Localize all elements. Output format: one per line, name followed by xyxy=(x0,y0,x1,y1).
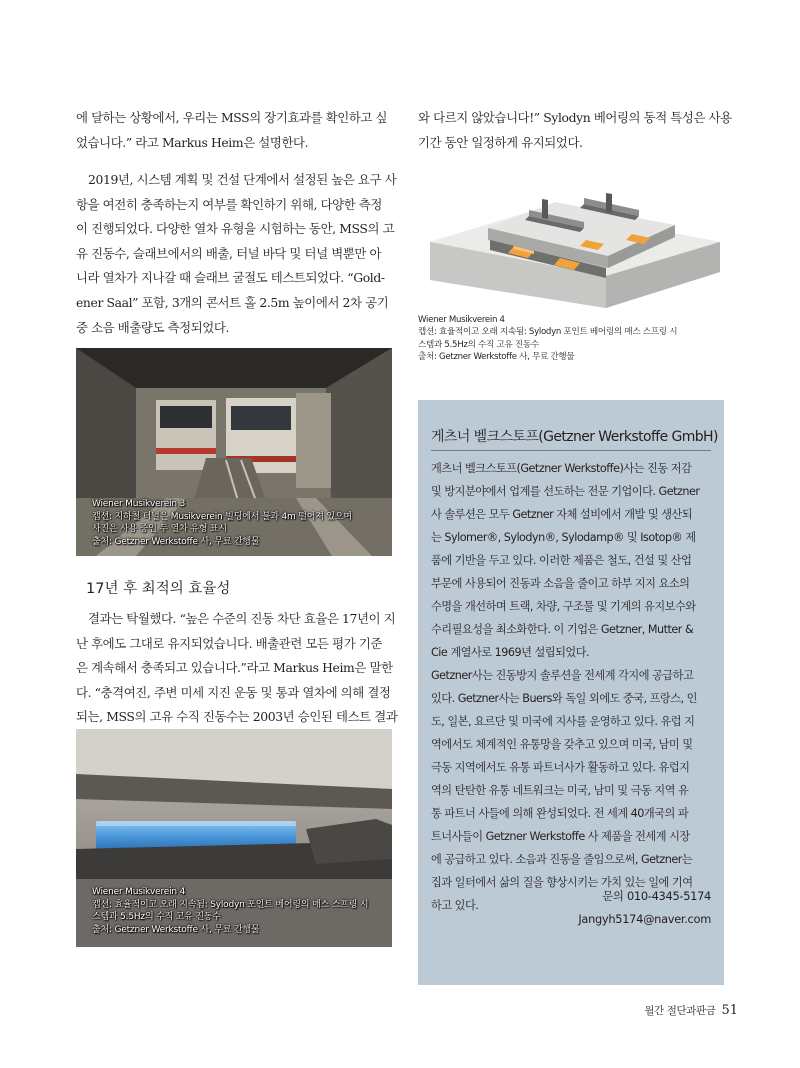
caption-line: 캡션: 효율적이고 오래 지속됨: Sylodyn 포인트 베어링의 매스 스프링 시 xyxy=(92,899,369,910)
left-paragraph-1 xyxy=(76,106,392,155)
text-line: 유 진동수, 슬래브에서의 배출, 터널 바닥 및 터널 벽뿐만 아 xyxy=(76,245,382,261)
text-line: 트너사들이 Getzner Werkstoffe 사 제품을 전세계 시장 xyxy=(431,830,690,843)
text-line: 부문에 사용되어 진동과 소음을 줄이고 하부 지지 요소의 xyxy=(431,577,690,590)
text-line: 품에 기반을 두고 있다. 이러한 제품은 철도, 건설 및 산업 xyxy=(431,554,692,567)
text-line: 에 공급하고 있다. 소음과 진동을 줄임으로써, Getzner는 xyxy=(431,853,693,866)
bearing-photo xyxy=(76,729,392,947)
diagram-caption xyxy=(418,314,677,364)
right-paragraph-1 xyxy=(418,106,732,155)
text-line: 와 다르지 않았습니다!” Sylodyn 베어링의 동적 특성은 사용 xyxy=(418,110,732,125)
magazine-name: 월간 절단과판금 xyxy=(644,1005,716,1017)
text-line: Getzner사는 진동방지 솔루션을 전세계 각지에 공급하고 xyxy=(431,669,694,682)
caption-line: 스템과 5.5Hz의 수직 고유 진동수 xyxy=(92,912,221,922)
text-line: 기간 동안 일정하게 유지되었다. xyxy=(418,134,583,150)
sidebar-title: 게츠너 벨크스토프(Getzner Werkstoffe GmbH) xyxy=(431,429,718,445)
mass-spring-diagram xyxy=(430,180,720,308)
text-line: 결과는 탁월했다. “높은 수준의 진동 차단 효율은 17년이 지 xyxy=(88,611,396,626)
caption-title: Wiener Musikverein 3 xyxy=(92,499,186,509)
caption-source: 출처: Getzner Werkstoffe 사, 무료 간행물 xyxy=(418,352,575,363)
caption-line: 사진은 사용 중인 두 열차 유형 표시 xyxy=(92,524,227,534)
caption-title: Wiener Musikverein 4 xyxy=(92,887,186,897)
text-line: 및 방지분야에서 업계를 선도하는 전문 기업이다. Getzner xyxy=(431,485,700,498)
left-paragraph-2 xyxy=(76,168,397,340)
slab-bearing-render xyxy=(430,180,720,308)
photo-caption xyxy=(92,886,368,936)
caption-line: 캡션: 지하철 터널은 Musikverein 빌딩에서 불과 4m 떨어져 있으며 xyxy=(92,511,352,522)
text-line: 역에서도 체계적인 유통망을 갖추고 있으며 미국, 남미 및 xyxy=(431,738,693,751)
contact-info xyxy=(578,885,711,931)
contact-email: Jangyh5174@naver.com xyxy=(578,912,711,926)
caption-line: 스템과 5.5Hz의 수직 고유 진동수 xyxy=(418,339,539,350)
text-line: 사 솔루션은 모두 Getzner 자체 설비에서 개발 및 생산되 xyxy=(431,508,693,521)
text-line: Cie 계열사로 1969년 설립되었다. xyxy=(431,646,590,659)
text-line: 에 달하는 상황에서, 우리는 MSS의 장기효과를 확인하고 싶 xyxy=(76,110,388,125)
subway-tunnel-photo xyxy=(76,348,392,556)
sidebar-body xyxy=(431,457,713,917)
text-line: 항을 여전히 충족하는지 여부를 확인하기 위해, 다양한 측정 xyxy=(76,196,382,212)
text-line: 중 소음 배출량도 측정되었다. xyxy=(76,319,229,335)
text-line: 은 계속해서 충족되고 있습니다.”라고 Markus Heim은 말한 xyxy=(76,660,393,676)
page-footer xyxy=(644,1003,738,1018)
caption-title: Wiener Musikverein 4 xyxy=(418,315,505,325)
contact-phone: 문의 010-4345-5174 xyxy=(602,889,711,903)
text-line: 되는, MSS의 고유 수직 진동수는 2003년 승인된 테스트 결과 xyxy=(76,709,398,725)
text-line: 다. “충격여진, 주변 미세 지진 운동 및 통과 열차에 의해 결정 xyxy=(76,684,391,700)
text-line: 집과 일터에서 삶의 질을 향상시키는 가치 있는 일에 기여 xyxy=(431,876,693,889)
text-line: 있다. Getzner사는 Buers와 독일 외에도 중국, 프랑스, 인 xyxy=(431,692,697,705)
text-line: 통 파트너 사들에 의해 완성되었다. 전 세계 40개국의 파 xyxy=(431,807,689,820)
photo-caption xyxy=(92,498,352,548)
text-line: 2019년, 시스템 계획 및 건설 단계에서 설정된 높은 요구 사 xyxy=(88,172,397,187)
left-paragraph-3 xyxy=(76,607,398,730)
sidebar-divider xyxy=(431,450,711,451)
text-line: ener Saal” 포함, 3개의 콘서트 홀 2.5m 높이에서 2차 공기 xyxy=(76,294,389,310)
text-line: 이 진행되었다. 다양한 열차 유형을 시험하는 동안, MSS의 고 xyxy=(76,221,395,237)
company-info-sidebar xyxy=(418,400,724,985)
text-line: 하고 있다. xyxy=(431,899,479,912)
text-line: 니라 열차가 지나갈 때 슬래브 굴절도 테스트되었다. “Gold- xyxy=(76,270,385,286)
text-line: 역의 탄탄한 유통 네트워크는 미국, 남미 및 극동 지역 유 xyxy=(431,784,689,797)
text-line: 게츠너 벨크스토프(Getzner Werkstoffe)사는 진동 저감 xyxy=(431,462,692,475)
text-line: 는 Sylomer®, Sylodyn®, Sylodamp® 및 Isotop® 제 xyxy=(431,531,696,544)
text-line: 수명을 개선하며 트랙, 차량, 구조물 및 기계의 유지보수와 xyxy=(431,600,696,613)
caption-line: 캡션: 효율적이고 오래 지속됨: Sylodyn 포인트 베어링의 매스 스프링 시 xyxy=(418,327,678,338)
text-line: 었습니다.” 라고 Markus Heim은 설명한다. xyxy=(76,134,309,150)
caption-source: 출처: Getzner Werkstoffe 사, 무료 간행물 xyxy=(92,924,260,935)
text-line: 난 후에도 그대로 유지되었습니다. 배출관련 모든 평가 기준 xyxy=(76,635,382,651)
caption-source: 출처: Getzner Werkstoffe 사, 무료 간행물 xyxy=(92,536,260,547)
section-heading: 17년 후 최적의 효율성 xyxy=(86,581,231,597)
text-line: 극동 지역에서도 유통 파트너사가 활동하고 있다. 유럽지 xyxy=(431,761,690,774)
text-line: 수리필요성을 최소화한다. 이 기업은 Getzner, Mutter & xyxy=(431,623,694,636)
page-number: 51 xyxy=(721,1003,738,1018)
text-line: 도, 일본, 요르단 및 미국에 지사를 운영하고 있다. 유럽 지 xyxy=(431,715,695,728)
